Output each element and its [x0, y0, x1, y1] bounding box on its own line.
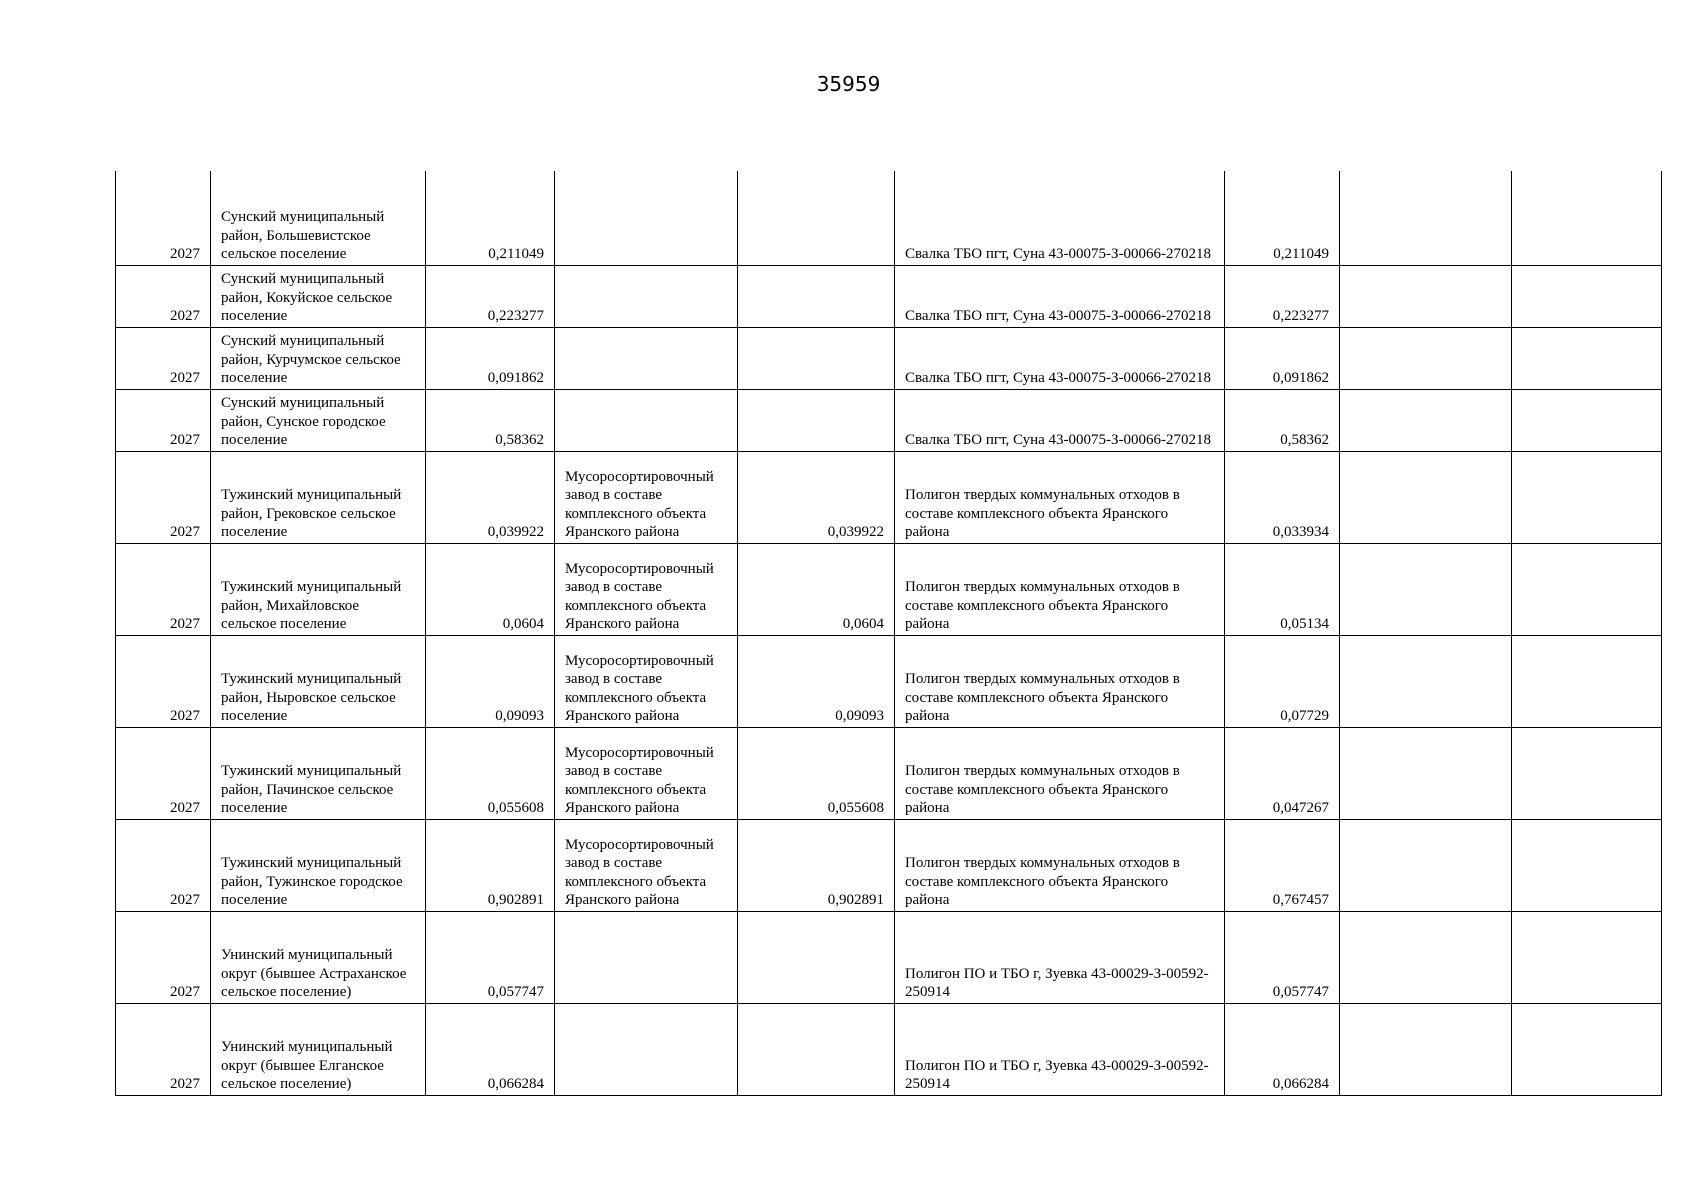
landfill-mass-cell: [1225, 727, 1340, 819]
landfill-mass-text: 0,091862: [1272, 370, 1329, 386]
empty-cell: [1512, 727, 1662, 819]
table-row: [116, 727, 1662, 819]
empty-cell: [1512, 635, 1662, 727]
sorting-facility-text: Мусоросортировочный завод в составе комплексного объекта Яранского района: [565, 560, 714, 632]
sorting-mass-text: 0,039922: [827, 524, 884, 540]
year-cell: [116, 1003, 211, 1095]
landfill-cell: [895, 819, 1225, 911]
sorting-mass-cell: [738, 819, 895, 911]
municipality-cell: [211, 171, 426, 265]
year-cell: [116, 819, 211, 911]
mass-cell: [426, 635, 555, 727]
landfill-cell: [895, 543, 1225, 635]
table-row: [116, 1003, 1662, 1095]
municipality-text: Сунский муниципальный район, Большевистское сельское поселение: [221, 209, 385, 262]
mass-text: 0,091862: [487, 370, 544, 386]
sorting-facility-cell: [555, 543, 738, 635]
mass-cell: [426, 1003, 555, 1095]
landfill-text: Полигон твердых коммунальных отходов в составе комплексного объекта Яранского района: [905, 671, 1180, 724]
landfill-mass-cell: [1225, 1003, 1340, 1095]
empty-cell: [1340, 389, 1512, 451]
col8-text: [1350, 1094, 1501, 1095]
sorting-facility-text: Мусоросортировочный завод в составе комплексного объекта Яранского района: [565, 836, 714, 908]
landfill-cell: [895, 727, 1225, 819]
municipality-text: Тужинский муниципальный район, Тужинское городское поселение: [221, 855, 403, 908]
empty-cell: [1340, 727, 1512, 819]
municipality-cell: [211, 389, 426, 451]
year-text: 2027: [170, 984, 200, 1000]
year-text: 2027: [170, 1076, 200, 1092]
sorting-mass-cell: [738, 265, 895, 327]
municipality-text: Тужинский муниципальный район, Михайловское сельское поселение: [221, 579, 402, 632]
empty-cell: [1512, 327, 1662, 389]
table-row: [116, 327, 1662, 389]
sorting-mass-cell: [738, 911, 895, 1003]
mass-cell: [426, 727, 555, 819]
landfill-mass-cell: [1225, 327, 1340, 389]
table-row: [116, 451, 1662, 543]
sorting-mass-cell: [738, 327, 895, 389]
table-row: [116, 819, 1662, 911]
municipality-cell: [211, 819, 426, 911]
empty-cell: [1512, 543, 1662, 635]
col9-text: [1522, 1094, 1651, 1095]
year-cell: [116, 727, 211, 819]
sorting-facility-cell: [555, 911, 738, 1003]
table-row: [116, 389, 1662, 451]
landfill-mass-cell: [1225, 543, 1340, 635]
empty-cell: [1340, 265, 1512, 327]
landfill-cell: [895, 389, 1225, 451]
table-row: [116, 635, 1662, 727]
waste-flow-table: [115, 171, 1662, 1096]
municipality-text: Сунский муниципальный район, Кокуйское сельское поселение: [221, 271, 393, 324]
sorting-facility-cell: [555, 389, 738, 451]
landfill-mass-text: 0,05134: [1280, 616, 1329, 632]
mass-cell: [426, 265, 555, 327]
landfill-cell: [895, 171, 1225, 265]
year-text: 2027: [170, 308, 200, 324]
landfill-text: Свалка ТБО пгт, Суна 43-00075-З-00066-270218: [905, 246, 1212, 262]
year-cell: [116, 327, 211, 389]
year-text: 2027: [170, 524, 200, 540]
year-cell: [116, 911, 211, 1003]
municipality-cell: [211, 1003, 426, 1095]
empty-cell: [1512, 1003, 1662, 1095]
mass-cell: [426, 911, 555, 1003]
landfill-text: Полигон твердых коммунальных отходов в составе комплексного объекта Яранского района: [905, 579, 1180, 632]
empty-cell: [1512, 911, 1662, 1003]
sorting-facility-text: Мусоросортировочный завод в составе комплексного объекта Яранского района: [565, 744, 714, 816]
year-cell: [116, 451, 211, 543]
landfill-mass-cell: [1225, 911, 1340, 1003]
municipality-text: Унинский муниципальный округ (бывшее Астраханское сельское поселение): [221, 947, 407, 1000]
table-row: [116, 911, 1662, 1003]
sorting-facility-cell: [555, 727, 738, 819]
municipality-cell: [211, 327, 426, 389]
empty-cell: [1340, 819, 1512, 911]
landfill-mass-text: 0,07729: [1280, 708, 1329, 724]
mass-text: 0,223277: [487, 308, 544, 324]
municipality-text: Тужинский муниципальный район, Ныровское сельское поселение: [221, 671, 402, 724]
landfill-mass-text: 0,047267: [1272, 800, 1329, 816]
sorting-mass-cell: [738, 171, 895, 265]
mass-text: 0,057747: [487, 984, 544, 1000]
sorting-mass-cell: [738, 451, 895, 543]
sorting-facility-cell: [555, 327, 738, 389]
mass-text: 0,055608: [487, 800, 544, 816]
year-text: 2027: [170, 708, 200, 724]
municipality-text: Тужинский муниципальный район, Грековское сельское поселение: [221, 487, 402, 540]
landfill-cell: [895, 1003, 1225, 1095]
sorting-facility-cell: [555, 451, 738, 543]
municipality-text: Унинский муниципальный округ (бывшее Елганское сельское поселение): [221, 1039, 393, 1092]
year-text: 2027: [170, 892, 200, 908]
year-cell: [116, 543, 211, 635]
sorting-mass-cell: [738, 543, 895, 635]
sorting-mass-cell: [738, 1003, 895, 1095]
sorting-mass-cell: [738, 727, 895, 819]
sorting-mass-text: 0,0604: [842, 616, 884, 632]
landfill-mass-cell: [1225, 819, 1340, 911]
mass-cell: [426, 451, 555, 543]
empty-cell: [1512, 451, 1662, 543]
landfill-mass-text: 0,58362: [1280, 432, 1329, 448]
mass-cell: [426, 543, 555, 635]
landfill-mass-cell: [1225, 265, 1340, 327]
municipality-text: Сунский муниципальный район, Сунское городское поселение: [221, 395, 386, 448]
year-cell: [116, 171, 211, 265]
mass-text: 0,902891: [487, 892, 544, 908]
table-row: [116, 265, 1662, 327]
landfill-cell: [895, 451, 1225, 543]
empty-cell: [1512, 265, 1662, 327]
landfill-mass-cell: [1225, 171, 1340, 265]
landfill-mass-text: 0,033934: [1272, 524, 1329, 540]
year-cell: [116, 635, 211, 727]
mass-cell: [426, 389, 555, 451]
landfill-text: Свалка ТБО пгт, Суна 43-00075-З-00066-270218: [905, 370, 1212, 386]
sorting-mass-text: [748, 1094, 884, 1095]
municipality-text: Тужинский муниципальный район, Пачинское сельское поселение: [221, 763, 402, 816]
sorting-facility-cell: [555, 171, 738, 265]
landfill-mass-text: 0,066284: [1272, 1076, 1329, 1092]
empty-cell: [1340, 1003, 1512, 1095]
landfill-text: Полигон твердых коммунальных отходов в составе комплексного объекта Яранского района: [905, 763, 1180, 816]
mass-text: 0,09093: [495, 708, 544, 724]
page-number: 35959: [816, 72, 881, 96]
table-row: [116, 543, 1662, 635]
empty-cell: [1512, 389, 1662, 451]
landfill-text: Свалка ТБО пгт, Суна 43-00075-З-00066-270218: [905, 432, 1212, 448]
landfill-mass-text: 0,057747: [1272, 984, 1329, 1000]
sorting-facility-text: Мусоросортировочный завод в составе комплексного объекта Яранского района: [565, 652, 714, 724]
empty-cell: [1512, 171, 1662, 265]
sorting-mass-text: 0,902891: [827, 892, 884, 908]
year-text: 2027: [170, 370, 200, 386]
year-text: 2027: [170, 616, 200, 632]
mass-text: 0,58362: [495, 432, 544, 448]
sorting-facility-cell: [555, 635, 738, 727]
sorting-facility-cell: [555, 819, 738, 911]
sorting-facility-cell: [555, 1003, 738, 1095]
landfill-cell: [895, 265, 1225, 327]
sorting-mass-text: 0,09093: [835, 708, 884, 724]
sorting-mass-cell: [738, 635, 895, 727]
sorting-mass-text: 0,055608: [827, 800, 884, 816]
year-text: 2027: [170, 432, 200, 448]
landfill-mass-text: 0,767457: [1272, 892, 1329, 908]
municipality-text: Сунский муниципальный район, Курчумское сельское поселение: [221, 333, 401, 386]
mass-text: 0,0604: [502, 616, 544, 632]
landfill-mass-cell: [1225, 389, 1340, 451]
year-text: 2027: [170, 800, 200, 816]
empty-cell: [1512, 819, 1662, 911]
landfill-cell: [895, 911, 1225, 1003]
year-cell: [116, 389, 211, 451]
municipality-cell: [211, 911, 426, 1003]
year-text: 2027: [170, 246, 200, 262]
municipality-cell: [211, 635, 426, 727]
municipality-cell: [211, 727, 426, 819]
landfill-cell: [895, 635, 1225, 727]
landfill-mass-text: 0,211049: [1273, 246, 1329, 262]
mass-text: 0,211049: [488, 246, 544, 262]
landfill-text: Свалка ТБО пгт, Суна 43-00075-З-00066-270218: [905, 308, 1212, 324]
landfill-text: Полигон ПО и ТБО г, Зуевка 43-00029-З-00592-250914: [905, 1057, 1209, 1092]
empty-cell: [1340, 327, 1512, 389]
sorting-facility-text: [565, 1094, 727, 1095]
landfill-mass-cell: [1225, 451, 1340, 543]
landfill-text: Полигон ПО и ТБО г, Зуевка 43-00029-З-00592-250914: [905, 965, 1209, 1000]
sorting-facility-text: Мусоросортировочный завод в составе комплексного объекта Яранского района: [565, 468, 714, 540]
landfill-text: Полигон твердых коммунальных отходов в составе комплексного объекта Яранского района: [905, 855, 1180, 908]
sorting-mass-cell: [738, 389, 895, 451]
municipality-cell: [211, 451, 426, 543]
empty-cell: [1340, 171, 1512, 265]
landfill-mass-cell: [1225, 635, 1340, 727]
year-cell: [116, 265, 211, 327]
landfill-mass-text: 0,223277: [1272, 308, 1329, 324]
mass-cell: [426, 819, 555, 911]
mass-text: 0,039922: [487, 524, 544, 540]
municipality-cell: [211, 543, 426, 635]
landfill-cell: [895, 327, 1225, 389]
empty-cell: [1340, 543, 1512, 635]
landfill-text: Полигон твердых коммунальных отходов в составе комплексного объекта Яранского района: [905, 487, 1180, 540]
empty-cell: [1340, 911, 1512, 1003]
mass-text: 0,066284: [487, 1076, 544, 1092]
mass-cell: [426, 327, 555, 389]
table-row: [116, 171, 1662, 265]
sorting-facility-cell: [555, 265, 738, 327]
empty-cell: [1340, 635, 1512, 727]
empty-cell: [1340, 451, 1512, 543]
mass-cell: [426, 171, 555, 265]
municipality-cell: [211, 265, 426, 327]
